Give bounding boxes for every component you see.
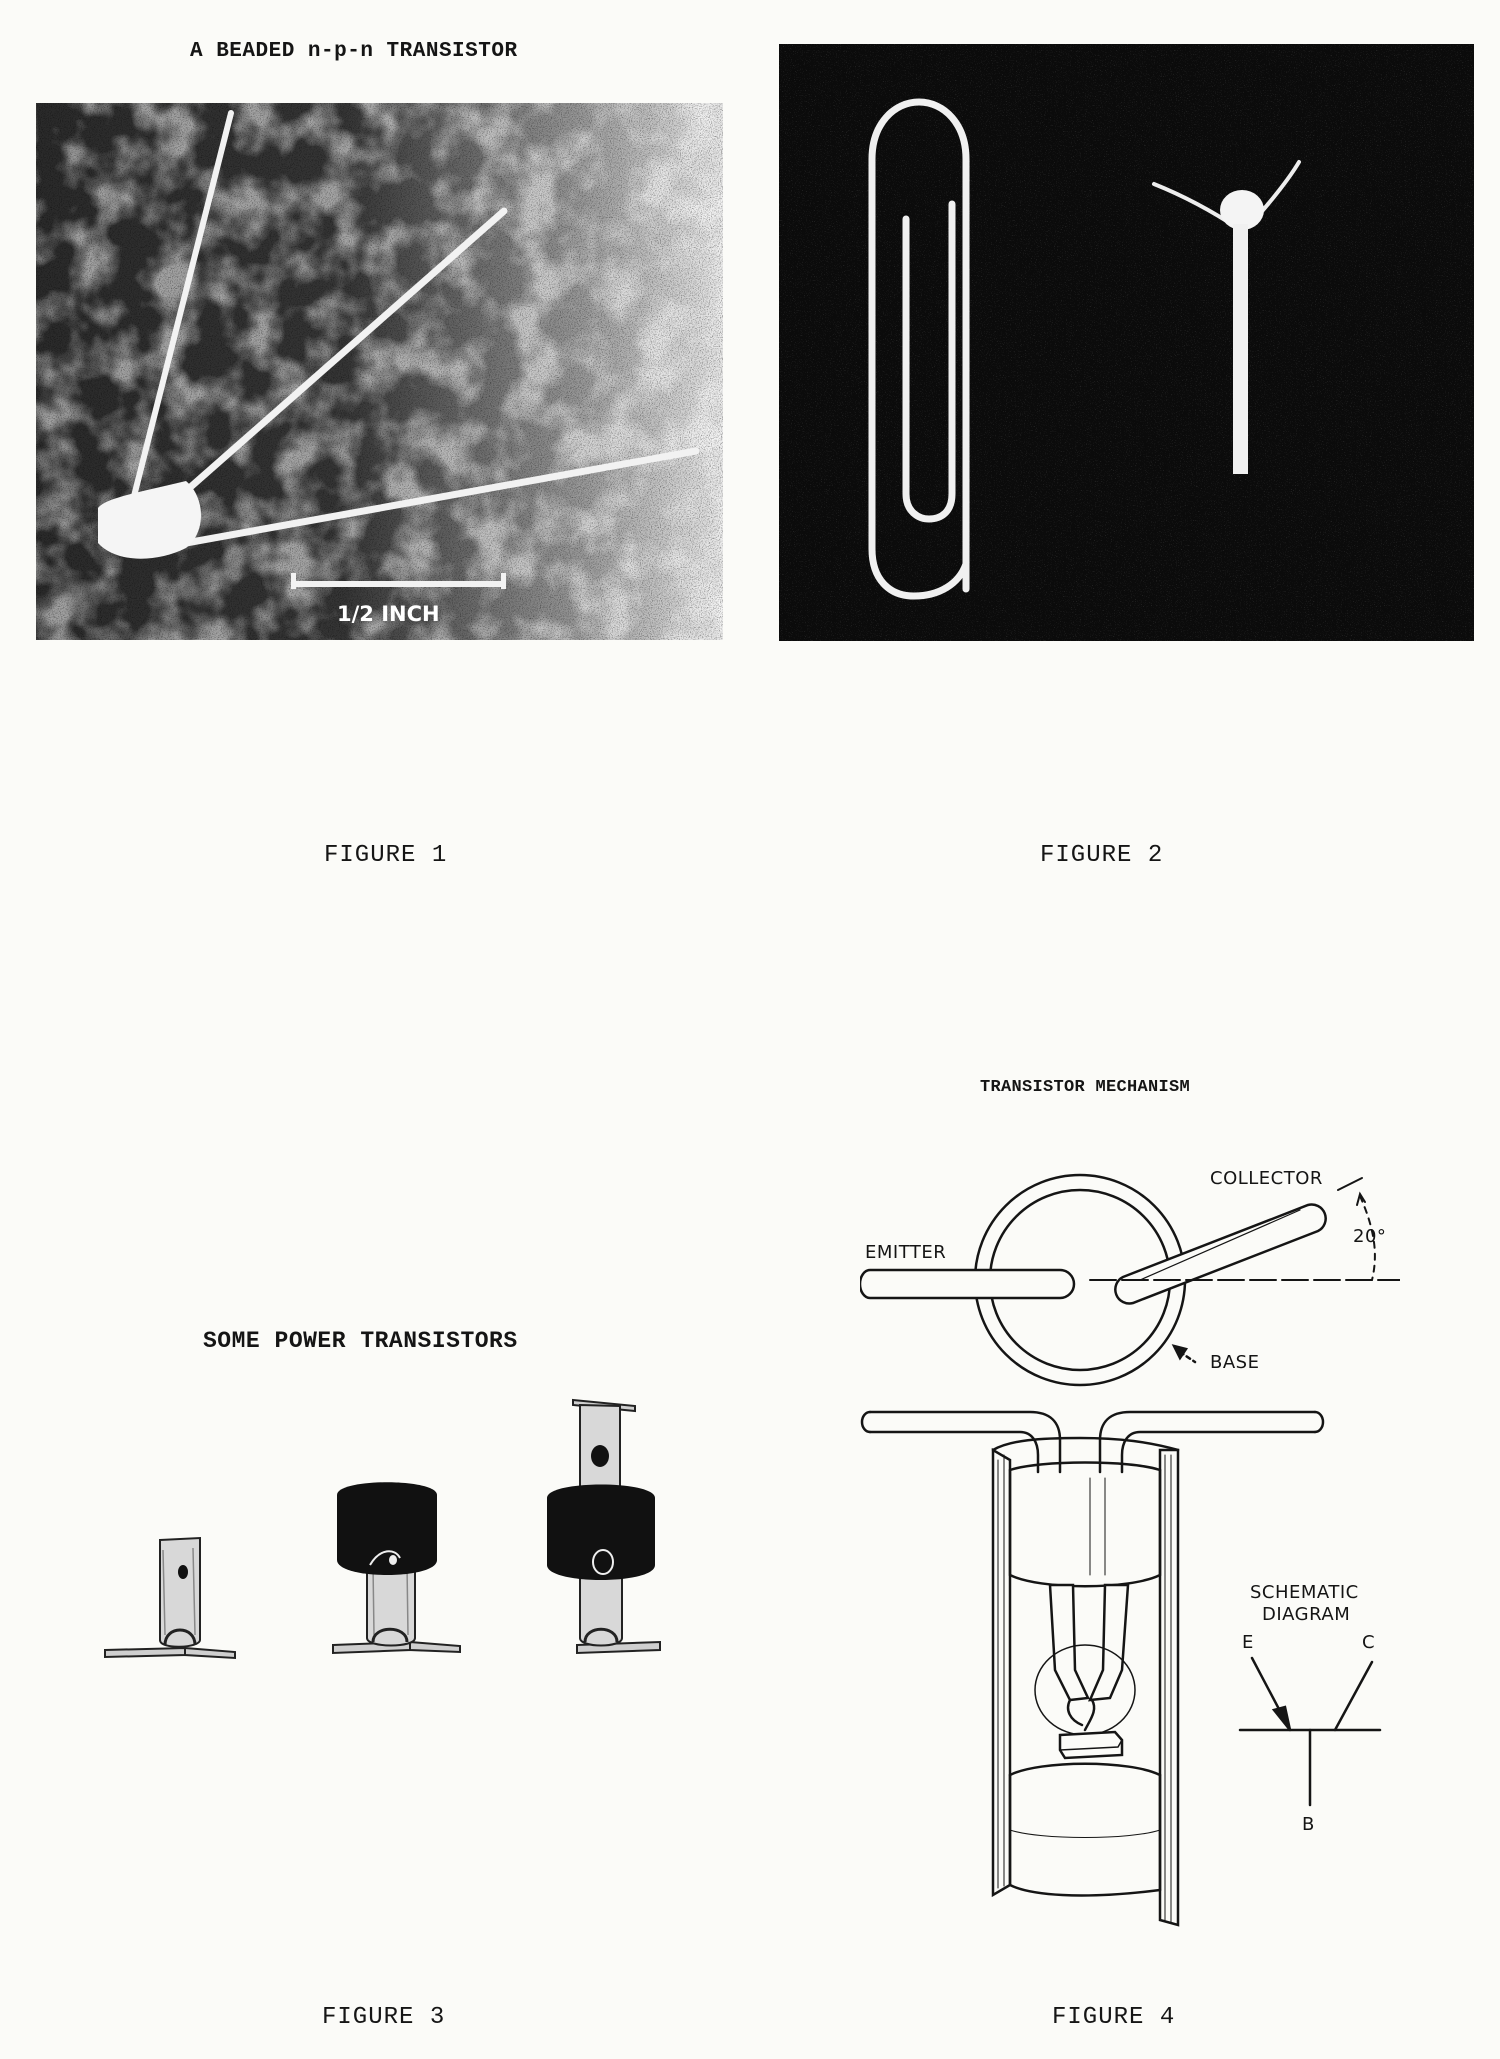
figure-4-caption: FIGURE 4	[1052, 2004, 1176, 2031]
figure-4-title: TRANSISTOR MECHANISM	[980, 1078, 1191, 1097]
schematic-symbol	[1240, 1658, 1380, 1805]
transistor-mechanism-diagram	[860, 1150, 1400, 1940]
label-c: C	[1362, 1632, 1376, 1653]
power-transistor-small	[105, 1538, 235, 1658]
label-emitter: EMITTER	[865, 1242, 947, 1263]
label-base: BASE	[1210, 1352, 1260, 1373]
figure-3-title: SOME POWER TRANSISTORS	[203, 1328, 518, 1354]
figure-1-photo	[36, 103, 723, 640]
scale-label: 1/2 INCH	[337, 602, 440, 626]
label-b: B	[1302, 1814, 1315, 1835]
label-diagram: DIAGRAM	[1262, 1604, 1351, 1625]
label-schematic: SCHEMATIC	[1250, 1582, 1359, 1603]
figure-1-title: A BEADED n-p-n TRANSISTOR	[190, 40, 518, 63]
label-collector: COLLECTOR	[1210, 1168, 1323, 1189]
power-transistor-double	[547, 1400, 660, 1653]
label-angle: 20°	[1353, 1226, 1387, 1247]
emitter-rod	[860, 1270, 1074, 1298]
figure-1-caption: FIGURE 1	[324, 842, 448, 869]
figure-2-photo	[779, 44, 1474, 641]
scale-bar	[291, 581, 506, 587]
figure-2-caption: FIGURE 2	[1040, 842, 1164, 869]
germanium-crystal	[1060, 1732, 1122, 1758]
power-transistors-illustration	[55, 1380, 715, 1680]
figure-3-caption: FIGURE 3	[322, 2004, 446, 2031]
power-transistor-finned	[333, 1482, 460, 1653]
label-e: E	[1242, 1632, 1254, 1653]
